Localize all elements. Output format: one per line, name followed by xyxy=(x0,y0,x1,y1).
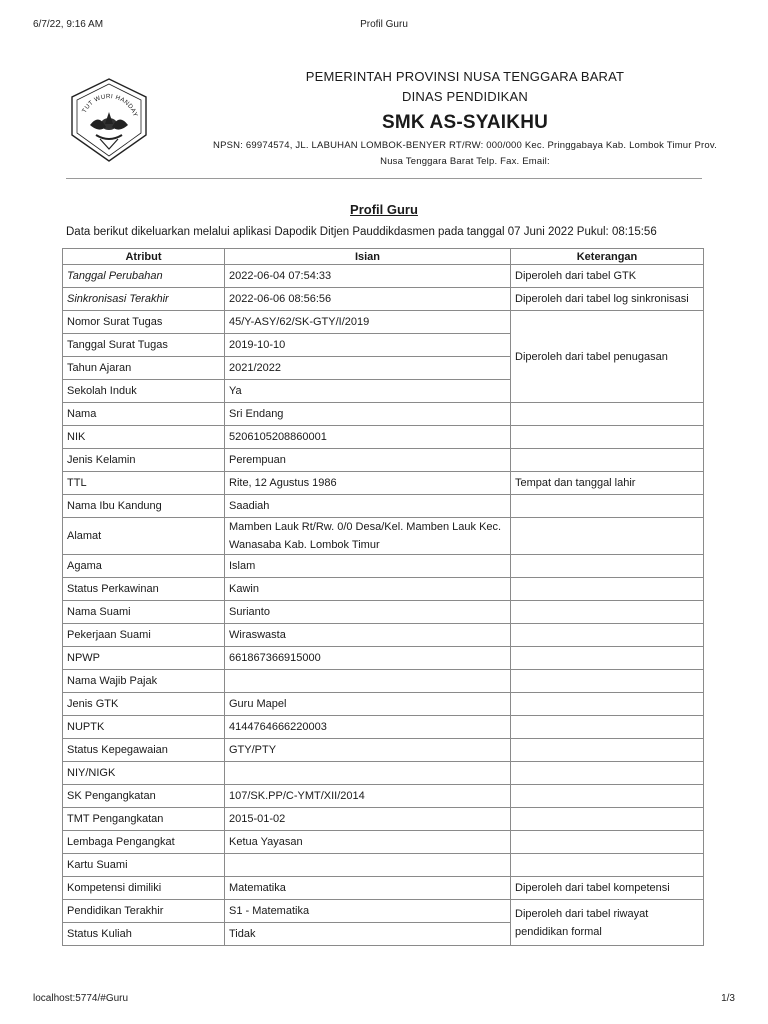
isian-cell: 2021/2022 xyxy=(225,357,511,380)
table-row xyxy=(63,900,704,923)
atribut-cell: Status Perkawinan xyxy=(63,578,225,601)
keterangan-cell: Diperoleh dari tabel kompetensi xyxy=(511,877,704,900)
isian-cell: Sri Endang xyxy=(225,403,511,426)
atribut-cell: Tanggal Perubahan xyxy=(63,265,225,288)
svg-text:TUT WURI HANDAYANI: TUT WURI HANDAY xyxy=(80,93,139,118)
isian-cell: Perempuan xyxy=(225,449,511,472)
atribut-cell: Status Kepegawaian xyxy=(63,739,225,762)
isian-cell: 2022-06-06 08:56:56 xyxy=(225,288,511,311)
table-row xyxy=(63,555,704,578)
keterangan-cell: Diperoleh dari tabel penugasan xyxy=(511,311,704,403)
atribut-cell: Kompetensi dimiliki xyxy=(63,877,225,900)
keterangan-cell xyxy=(511,624,704,647)
table-row xyxy=(63,449,704,472)
header-atribut: Atribut xyxy=(63,249,225,265)
isian-cell: 2022-06-04 07:54:33 xyxy=(225,265,511,288)
table-row xyxy=(63,647,704,670)
table-row xyxy=(63,877,704,900)
print-url: localhost:5774/#Guru xyxy=(33,993,129,1004)
atribut-cell: NPWP xyxy=(63,647,225,670)
keterangan-cell xyxy=(511,831,704,854)
keterangan-cell: Diperoleh dari tabel riwayat pendidikan formal xyxy=(511,900,704,946)
isian-cell: Tidak xyxy=(225,923,511,946)
atribut-cell: SK Pengangkatan xyxy=(63,785,225,808)
isian-cell: Saadiah xyxy=(225,495,511,518)
table-row xyxy=(63,518,704,555)
atribut-cell: Nomor Surat Tugas xyxy=(63,311,225,334)
atribut-cell: Tanggal Surat Tugas xyxy=(63,334,225,357)
letterhead-government: PEMERINTAH PROVINSI NUSA TENGGARA BARAT xyxy=(305,69,625,84)
table-row xyxy=(63,426,704,449)
school-contact: Nusa Tenggara Barat Telp. Fax. Email: xyxy=(380,156,550,167)
table-row xyxy=(63,831,704,854)
atribut-cell: Agama xyxy=(63,555,225,578)
keterangan-cell xyxy=(511,854,704,877)
isian-cell: 5206105208860001 xyxy=(225,426,511,449)
isian-cell: Surianto xyxy=(225,601,511,624)
table-row xyxy=(63,578,704,601)
atribut-cell: Pekerjaan Suami xyxy=(63,624,225,647)
keterangan-cell xyxy=(511,716,704,739)
atribut-cell: Jenis GTK xyxy=(63,693,225,716)
isian-cell: Mamben Lauk Rt/Rw. 0/0 Desa/Kel. Mamben Lauk Kec. Wanasaba Kab. Lombok Timur xyxy=(225,518,511,555)
table-row xyxy=(63,739,704,762)
table-row xyxy=(63,808,704,831)
atribut-cell: NIY/NIGK xyxy=(63,762,225,785)
keterangan-cell: Diperoleh dari tabel GTK xyxy=(511,265,704,288)
intro-text: Data berikut dikeluarkan melalui aplikasi Dapodik Ditjen Pauddikdasmen pada tanggal 07 Juni 2022 Pukul: 08:15:56 xyxy=(66,226,657,238)
keterangan-cell xyxy=(511,785,704,808)
keterangan-cell xyxy=(511,518,704,555)
atribut-cell: Kartu Suami xyxy=(63,854,225,877)
keterangan-cell xyxy=(511,762,704,785)
letterhead-divider xyxy=(66,178,702,179)
table-row xyxy=(63,403,704,426)
keterangan-cell xyxy=(511,426,704,449)
table-row xyxy=(63,670,704,693)
table-row xyxy=(63,624,704,647)
isian-cell: 661867366915000 xyxy=(225,647,511,670)
table-row xyxy=(63,472,704,495)
header-keterangan: Keterangan xyxy=(511,249,704,265)
keterangan-cell xyxy=(511,555,704,578)
table-row xyxy=(63,716,704,739)
table-row xyxy=(63,785,704,808)
isian-cell: S1 - Matematika xyxy=(225,900,511,923)
atribut-cell: TMT Pengangkatan xyxy=(63,808,225,831)
isian-cell: Guru Mapel xyxy=(225,693,511,716)
keterangan-cell xyxy=(511,670,704,693)
isian-cell: Islam xyxy=(225,555,511,578)
header-isian: Isian xyxy=(225,249,511,265)
school-address: NPSN: 69974574, JL. LABUHAN LOMBOK-BENYER RT/RW: 000/000 Kec. Pringgabaya Kab. Lombok Timur Prov. xyxy=(213,140,717,151)
keterangan-cell xyxy=(511,647,704,670)
atribut-cell: NUPTK xyxy=(63,716,225,739)
keterangan-cell: Tempat dan tanggal lahir xyxy=(511,472,704,495)
isian-cell: Rite, 12 Agustus 1986 xyxy=(225,472,511,495)
atribut-cell: Nama Wajib Pajak xyxy=(63,670,225,693)
isian-cell: 2015-01-02 xyxy=(225,808,511,831)
atribut-cell: Alamat xyxy=(63,518,225,555)
atribut-cell: Status Kuliah xyxy=(63,923,225,946)
table-row xyxy=(63,265,704,288)
atribut-cell: Nama Suami xyxy=(63,601,225,624)
isian-cell: 2019-10-10 xyxy=(225,334,511,357)
keterangan-cell xyxy=(511,739,704,762)
keterangan-cell xyxy=(511,403,704,426)
isian-cell: Wiraswasta xyxy=(225,624,511,647)
atribut-cell: TTL xyxy=(63,472,225,495)
isian-cell: Kawin xyxy=(225,578,511,601)
table-row xyxy=(63,854,704,877)
isian-cell xyxy=(225,762,511,785)
print-datetime: 6/7/22, 9:16 AM xyxy=(33,19,104,30)
isian-cell: GTY/PTY xyxy=(225,739,511,762)
table-row xyxy=(63,495,704,518)
keterangan-cell xyxy=(511,449,704,472)
keterangan-cell: Diperoleh dari tabel log sinkronisasi xyxy=(511,288,704,311)
atribut-cell: Lembaga Pengangkat xyxy=(63,831,225,854)
atribut-cell: Tahun Ajaran xyxy=(63,357,225,380)
table-row xyxy=(63,311,704,334)
atribut-cell: Sinkronisasi Terakhir xyxy=(63,288,225,311)
keterangan-cell xyxy=(511,808,704,831)
table-row xyxy=(63,762,704,785)
print-page-number: 1/3 xyxy=(721,993,735,1004)
atribut-cell: Jenis Kelamin xyxy=(63,449,225,472)
isian-cell: 107/SK.PP/C-YMT/XII/2014 xyxy=(225,785,511,808)
isian-cell: 45/Y-ASY/62/SK-GTY/I/2019 xyxy=(225,311,511,334)
isian-cell xyxy=(225,670,511,693)
table-row xyxy=(63,601,704,624)
document-title: Profil Guru xyxy=(350,202,418,217)
keterangan-cell xyxy=(511,601,704,624)
isian-cell: Matematika xyxy=(225,877,511,900)
tut-wuri-handayani-logo xyxy=(66,77,152,163)
print-page-title: Profil Guru xyxy=(360,19,408,30)
letterhead-department: DINAS PENDIDIKAN xyxy=(401,89,528,104)
table-header-row xyxy=(63,249,704,265)
atribut-cell: NIK xyxy=(63,426,225,449)
atribut-cell: Sekolah Induk xyxy=(63,380,225,403)
school-name: SMK AS-SYAIKHU xyxy=(381,112,549,133)
profile-table xyxy=(62,248,704,946)
keterangan-cell xyxy=(511,693,704,716)
isian-cell: Ketua Yayasan xyxy=(225,831,511,854)
table-row xyxy=(63,693,704,716)
keterangan-cell xyxy=(511,578,704,601)
keterangan-cell xyxy=(511,495,704,518)
table-row xyxy=(63,288,704,311)
atribut-cell: Nama Ibu Kandung xyxy=(63,495,225,518)
isian-cell xyxy=(225,854,511,877)
isian-cell: 4144764666220003 xyxy=(225,716,511,739)
atribut-cell: Pendidikan Terakhir xyxy=(63,900,225,923)
isian-cell: Ya xyxy=(225,380,511,403)
atribut-cell: Nama xyxy=(63,403,225,426)
